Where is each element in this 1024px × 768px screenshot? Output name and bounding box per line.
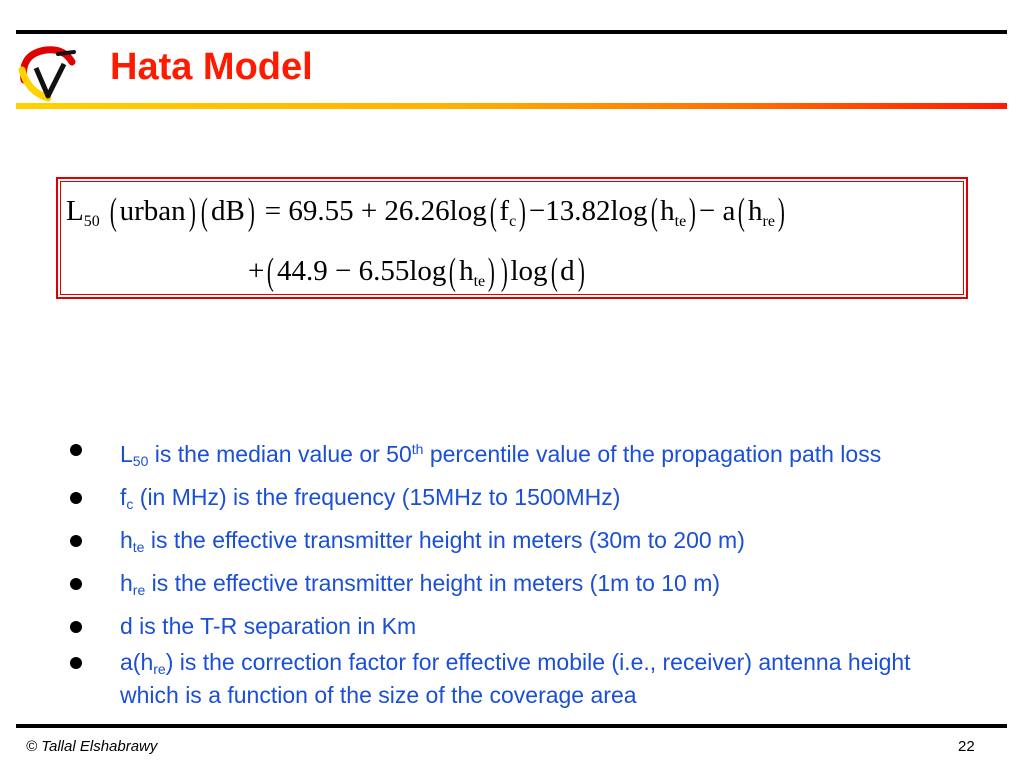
bullet-icon (70, 578, 82, 590)
bullet-icon (70, 621, 82, 633)
list-item: $a(h_{re})$ is the correction factor for effective mobile (i.e., receiver) antenna height which is a function of the size of the coverage area (62, 649, 962, 708)
list-item: $L_{50}$ is the median value or 50th percentile value of the propagation path loss (62, 436, 962, 474)
equation-line-2: $+(44.9 - 6.55\log(h_{te})$ )log(d) (248, 251, 585, 293)
list-item: $f_c$ (in MHz) is the frequency (15MHz to 1500MHz) (62, 484, 962, 517)
bullet-icon (70, 535, 82, 547)
page-number: 22 (958, 738, 975, 755)
slide-title: Hata Model (110, 46, 313, 88)
bullet-icon (70, 657, 82, 669)
list-item: $h_{te}$ is the effective transmitter height in meters (30m to 200 m) (62, 527, 962, 560)
top-rule (16, 30, 1007, 34)
title-underline (16, 103, 1007, 109)
university-logo-icon (14, 40, 80, 106)
equation-line-1: $L_{50}$ (urban) $(dB) = 69.55 + 26.26\log(f_c)-13.82\log(h_{te})- a(h_{re})$ (66, 191, 785, 233)
list-item: d is the T-R separation in Km (62, 613, 962, 639)
bottom-rule (16, 724, 1007, 728)
bullet-icon (70, 492, 82, 504)
list-item: $h_{re}$ is the effective transmitter height in meters (1m to 10 m) (62, 570, 962, 603)
footer-copyright: © Tallal Elshabrawy (26, 738, 158, 755)
bullet-icon (70, 444, 82, 456)
definitions-list (62, 436, 962, 718)
